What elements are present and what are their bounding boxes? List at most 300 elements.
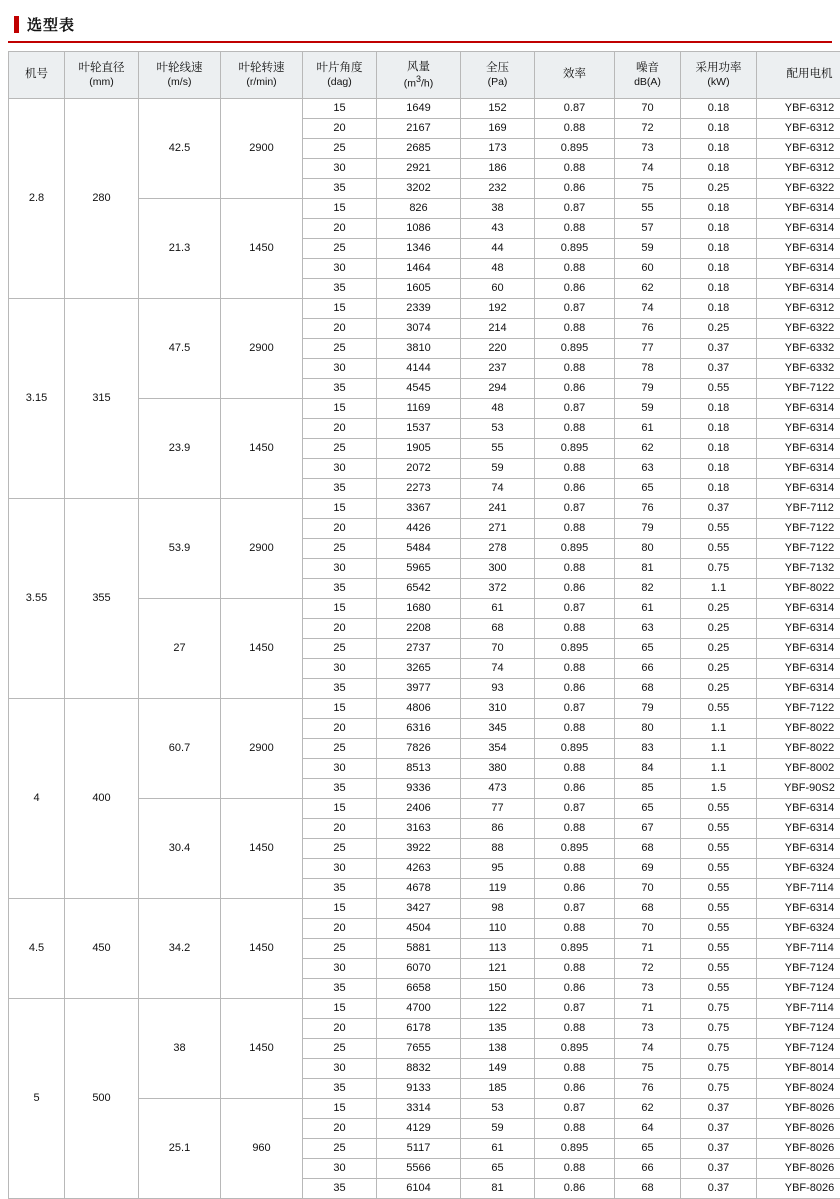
cell-blade-angle: 20 — [303, 219, 377, 239]
table-row — [9, 499, 840, 519]
cell-noise: 62 — [615, 439, 681, 459]
cell-motor-model: YBF-8022 — [757, 719, 840, 739]
cell-efficiency: 0.87 — [535, 299, 615, 319]
cell-motor-model: YBF-6314 — [757, 799, 840, 819]
cell-efficiency: 0.86 — [535, 179, 615, 199]
cell-air-flow: 5484 — [377, 539, 461, 559]
cell-noise: 68 — [615, 899, 681, 919]
cell-noise: 74 — [615, 159, 681, 179]
cell-motor-model: YBF-6312 — [757, 119, 840, 139]
cell-air-flow: 3810 — [377, 339, 461, 359]
cell-noise: 66 — [615, 1159, 681, 1179]
cell-motor-model: YBF-6314 — [757, 399, 840, 419]
cell-blade-angle: 20 — [303, 719, 377, 739]
cell-efficiency: 0.88 — [535, 559, 615, 579]
cell-air-flow: 6178 — [377, 1019, 461, 1039]
cell-noise: 72 — [615, 119, 681, 139]
cell-blade-angle: 35 — [303, 479, 377, 499]
cell-total-pressure: 294 — [461, 379, 535, 399]
cell-impeller-rpm: 2900 — [221, 699, 303, 799]
cell-noise: 82 — [615, 579, 681, 599]
column-header-10 — [681, 52, 757, 99]
cell-blade-angle: 15 — [303, 699, 377, 719]
cell-noise: 68 — [615, 839, 681, 859]
cell-motor-model: YBF-6314 — [757, 599, 840, 619]
cell-noise: 63 — [615, 619, 681, 639]
cell-blade-angle: 25 — [303, 1039, 377, 1059]
cell-efficiency: 0.88 — [535, 519, 615, 539]
column-header-label: 叶轮线速 — [157, 62, 203, 74]
cell-motor-model: YBF-6314 — [757, 679, 840, 699]
cell-total-pressure: 135 — [461, 1019, 535, 1039]
cell-total-pressure: 271 — [461, 519, 535, 539]
cell-air-flow: 3163 — [377, 819, 461, 839]
cell-blade-angle: 20 — [303, 319, 377, 339]
cell-air-flow: 2921 — [377, 159, 461, 179]
cell-impeller-diameter: 280 — [65, 99, 139, 299]
cell-noise: 61 — [615, 419, 681, 439]
cell-motor-model: YBF-6314 — [757, 419, 840, 439]
cell-noise: 83 — [615, 739, 681, 759]
cell-noise: 66 — [615, 659, 681, 679]
cell-noise: 76 — [615, 499, 681, 519]
cell-blade-angle: 30 — [303, 459, 377, 479]
cell-noise: 65 — [615, 799, 681, 819]
cell-efficiency: 0.88 — [535, 1119, 615, 1139]
cell-total-pressure: 43 — [461, 219, 535, 239]
cell-motor-model: YBF-6324 — [757, 919, 840, 939]
cell-efficiency: 0.86 — [535, 779, 615, 799]
page-title-bar — [8, 10, 832, 43]
cell-motor-model: YBF-7122 — [757, 379, 840, 399]
cell-efficiency: 0.895 — [535, 239, 615, 259]
cell-power: 0.18 — [681, 459, 757, 479]
cell-blade-angle: 20 — [303, 1019, 377, 1039]
column-header-label: 叶片角度 — [317, 62, 363, 74]
cell-efficiency: 0.88 — [535, 359, 615, 379]
cell-total-pressure: 68 — [461, 619, 535, 639]
cell-efficiency: 0.88 — [535, 819, 615, 839]
cell-air-flow: 3074 — [377, 319, 461, 339]
cell-noise: 71 — [615, 999, 681, 1019]
cell-noise: 73 — [615, 979, 681, 999]
cell-air-flow: 4263 — [377, 859, 461, 879]
cell-noise: 63 — [615, 459, 681, 479]
cell-motor-model: YBF-6314 — [757, 479, 840, 499]
cell-noise: 79 — [615, 379, 681, 399]
cell-total-pressure: 59 — [461, 459, 535, 479]
cell-noise: 70 — [615, 879, 681, 899]
cell-impeller-rpm: 1450 — [221, 599, 303, 699]
cell-blade-angle: 25 — [303, 539, 377, 559]
cell-noise: 78 — [615, 359, 681, 379]
table-row — [9, 999, 840, 1019]
cell-motor-model: YBF-8022 — [757, 579, 840, 599]
cell-power: 0.55 — [681, 379, 757, 399]
cell-air-flow: 4426 — [377, 519, 461, 539]
cell-efficiency: 0.88 — [535, 659, 615, 679]
cell-motor-model: YBF-8026 — [757, 1159, 840, 1179]
column-header-label: 风量 — [407, 61, 430, 73]
cell-efficiency: 0.88 — [535, 619, 615, 639]
cell-impeller-rpm: 960 — [221, 1099, 303, 1199]
cell-motor-model: YBF-8026 — [757, 1139, 840, 1159]
cell-air-flow: 1905 — [377, 439, 461, 459]
cell-air-flow: 2339 — [377, 299, 461, 319]
column-header-label: 效率 — [563, 68, 586, 80]
column-header-unit: (mm) — [66, 76, 137, 88]
cell-efficiency: 0.87 — [535, 499, 615, 519]
cell-noise: 85 — [615, 779, 681, 799]
cell-motor-model: YBF-7112 — [757, 499, 840, 519]
cell-power: 0.18 — [681, 419, 757, 439]
cell-blade-angle: 35 — [303, 779, 377, 799]
cell-power: 1.5 — [681, 779, 757, 799]
cell-noise: 65 — [615, 1139, 681, 1159]
cell-air-flow: 7655 — [377, 1039, 461, 1059]
cell-motor-model: YBF-6312 — [757, 139, 840, 159]
cell-air-flow: 4504 — [377, 919, 461, 939]
cell-power: 0.37 — [681, 339, 757, 359]
cell-air-flow: 2273 — [377, 479, 461, 499]
column-header-label: 机号 — [25, 68, 48, 80]
cell-efficiency: 0.895 — [535, 339, 615, 359]
cell-total-pressure: 185 — [461, 1079, 535, 1099]
cell-total-pressure: 173 — [461, 139, 535, 159]
cell-air-flow: 3427 — [377, 899, 461, 919]
cell-impeller-rpm: 2900 — [221, 99, 303, 199]
cell-efficiency: 0.86 — [535, 1079, 615, 1099]
table-header-row — [9, 52, 840, 99]
cell-power: 0.37 — [681, 1179, 757, 1199]
cell-total-pressure: 95 — [461, 859, 535, 879]
cell-impeller-speed: 38 — [139, 999, 221, 1099]
column-header-unit: (m/s) — [140, 76, 219, 88]
cell-air-flow: 4700 — [377, 999, 461, 1019]
cell-total-pressure: 372 — [461, 579, 535, 599]
cell-air-flow: 4678 — [377, 879, 461, 899]
cell-air-flow: 1086 — [377, 219, 461, 239]
cell-blade-angle: 20 — [303, 119, 377, 139]
cell-total-pressure: 48 — [461, 259, 535, 279]
cell-efficiency: 0.87 — [535, 1099, 615, 1119]
column-header-3 — [139, 52, 221, 99]
column-header-5 — [303, 52, 377, 99]
cell-power: 0.18 — [681, 439, 757, 459]
cell-noise: 59 — [615, 239, 681, 259]
cell-noise: 65 — [615, 639, 681, 659]
cell-motor-model: YBF-7124 — [757, 1019, 840, 1039]
cell-efficiency: 0.87 — [535, 599, 615, 619]
cell-total-pressure: 237 — [461, 359, 535, 379]
cell-impeller-speed: 53.9 — [139, 499, 221, 599]
cell-air-flow: 4129 — [377, 1119, 461, 1139]
cell-efficiency: 0.88 — [535, 1159, 615, 1179]
cell-air-flow: 3367 — [377, 499, 461, 519]
cell-blade-angle: 35 — [303, 379, 377, 399]
cell-power: 0.25 — [681, 179, 757, 199]
cell-air-flow: 1537 — [377, 419, 461, 439]
cell-power: 1.1 — [681, 739, 757, 759]
cell-motor-model: YBF-7114 — [757, 939, 840, 959]
cell-noise: 74 — [615, 1039, 681, 1059]
cell-total-pressure: 88 — [461, 839, 535, 859]
cell-model-no: 4.5 — [9, 899, 65, 999]
cell-total-pressure: 59 — [461, 1119, 535, 1139]
cell-noise: 74 — [615, 299, 681, 319]
column-header-label: 采用功率 — [696, 62, 742, 74]
cell-air-flow: 1605 — [377, 279, 461, 299]
cell-noise: 70 — [615, 919, 681, 939]
cell-motor-model: YBF-90S2 — [757, 779, 840, 799]
cell-total-pressure: 473 — [461, 779, 535, 799]
cell-air-flow: 7826 — [377, 739, 461, 759]
cell-power: 0.55 — [681, 979, 757, 999]
cell-total-pressure: 65 — [461, 1159, 535, 1179]
cell-motor-model: YBF-7124 — [757, 959, 840, 979]
cell-blade-angle: 25 — [303, 839, 377, 859]
cell-motor-model: YBF-6314 — [757, 619, 840, 639]
column-header-unit: (m3/h) — [378, 74, 459, 90]
cell-power: 0.37 — [681, 1099, 757, 1119]
cell-power: 0.18 — [681, 279, 757, 299]
cell-motor-model: YBF-6312 — [757, 299, 840, 319]
cell-power: 0.55 — [681, 879, 757, 899]
cell-total-pressure: 121 — [461, 959, 535, 979]
cell-power: 0.75 — [681, 999, 757, 1019]
column-header-11 — [757, 52, 840, 99]
cell-power: 0.75 — [681, 1059, 757, 1079]
cell-noise: 71 — [615, 939, 681, 959]
cell-total-pressure: 220 — [461, 339, 535, 359]
cell-efficiency: 0.86 — [535, 279, 615, 299]
cell-air-flow: 2208 — [377, 619, 461, 639]
cell-impeller-diameter: 500 — [65, 999, 139, 1199]
cell-efficiency: 0.87 — [535, 699, 615, 719]
cell-noise: 76 — [615, 319, 681, 339]
cell-air-flow: 2072 — [377, 459, 461, 479]
cell-blade-angle: 25 — [303, 439, 377, 459]
cell-power: 0.55 — [681, 819, 757, 839]
cell-efficiency: 0.88 — [535, 419, 615, 439]
cell-power: 0.75 — [681, 559, 757, 579]
cell-efficiency: 0.87 — [535, 799, 615, 819]
cell-power: 0.18 — [681, 119, 757, 139]
cell-air-flow: 1346 — [377, 239, 461, 259]
cell-efficiency: 0.895 — [535, 639, 615, 659]
cell-noise: 75 — [615, 1059, 681, 1079]
column-header-7 — [461, 52, 535, 99]
cell-efficiency: 0.86 — [535, 479, 615, 499]
cell-blade-angle: 35 — [303, 179, 377, 199]
cell-motor-model: YBF-6314 — [757, 199, 840, 219]
cell-noise: 67 — [615, 819, 681, 839]
cell-noise: 70 — [615, 99, 681, 119]
cell-blade-angle: 20 — [303, 519, 377, 539]
cell-impeller-speed: 60.7 — [139, 699, 221, 799]
cell-motor-model: YBF-6314 — [757, 219, 840, 239]
cell-blade-angle: 30 — [303, 259, 377, 279]
cell-efficiency: 0.895 — [535, 839, 615, 859]
cell-total-pressure: 55 — [461, 439, 535, 459]
cell-total-pressure: 169 — [461, 119, 535, 139]
cell-total-pressure: 110 — [461, 919, 535, 939]
cell-impeller-rpm: 2900 — [221, 499, 303, 599]
cell-air-flow: 4144 — [377, 359, 461, 379]
table-row — [9, 699, 840, 719]
cell-motor-model: YBF-6314 — [757, 839, 840, 859]
cell-noise: 73 — [615, 139, 681, 159]
table-body — [9, 99, 840, 1199]
cell-motor-model: YBF-7122 — [757, 519, 840, 539]
cell-efficiency: 0.895 — [535, 1039, 615, 1059]
cell-total-pressure: 152 — [461, 99, 535, 119]
cell-motor-model: YBF-6314 — [757, 279, 840, 299]
table-row — [9, 299, 840, 319]
cell-impeller-diameter: 355 — [65, 499, 139, 699]
cell-motor-model: YBF-8026 — [757, 1099, 840, 1119]
cell-power: 0.55 — [681, 939, 757, 959]
cell-blade-angle: 25 — [303, 239, 377, 259]
cell-efficiency: 0.895 — [535, 939, 615, 959]
cell-air-flow: 4806 — [377, 699, 461, 719]
cell-efficiency: 0.88 — [535, 919, 615, 939]
cell-impeller-speed: 23.9 — [139, 399, 221, 499]
column-header-4 — [221, 52, 303, 99]
cell-motor-model: YBF-6314 — [757, 659, 840, 679]
cell-noise: 69 — [615, 859, 681, 879]
cell-total-pressure: 98 — [461, 899, 535, 919]
cell-power: 1.1 — [681, 719, 757, 739]
cell-power: 0.18 — [681, 479, 757, 499]
cell-blade-angle: 30 — [303, 959, 377, 979]
cell-efficiency: 0.88 — [535, 319, 615, 339]
cell-air-flow: 2406 — [377, 799, 461, 819]
cell-power: 0.18 — [681, 299, 757, 319]
cell-total-pressure: 122 — [461, 999, 535, 1019]
cell-noise: 80 — [615, 539, 681, 559]
cell-efficiency: 0.86 — [535, 1179, 615, 1199]
cell-power: 1.1 — [681, 759, 757, 779]
cell-air-flow: 5965 — [377, 559, 461, 579]
cell-noise: 79 — [615, 519, 681, 539]
cell-blade-angle: 20 — [303, 419, 377, 439]
cell-efficiency: 0.895 — [535, 139, 615, 159]
cell-noise: 62 — [615, 279, 681, 299]
cell-blade-angle: 20 — [303, 1119, 377, 1139]
cell-power: 0.75 — [681, 1079, 757, 1099]
cell-power: 0.37 — [681, 1139, 757, 1159]
cell-motor-model: YBF-6314 — [757, 439, 840, 459]
cell-blade-angle: 15 — [303, 299, 377, 319]
cell-power: 1.1 — [681, 579, 757, 599]
cell-impeller-rpm: 1450 — [221, 899, 303, 999]
cell-efficiency: 0.87 — [535, 899, 615, 919]
cell-power: 0.75 — [681, 1019, 757, 1039]
table-row — [9, 899, 840, 919]
cell-total-pressure: 86 — [461, 819, 535, 839]
cell-motor-model: YBF-7132 — [757, 559, 840, 579]
cell-total-pressure: 77 — [461, 799, 535, 819]
cell-power: 0.37 — [681, 359, 757, 379]
cell-blade-angle: 35 — [303, 679, 377, 699]
cell-air-flow: 8513 — [377, 759, 461, 779]
cell-motor-model: YBF-7122 — [757, 699, 840, 719]
cell-blade-angle: 20 — [303, 919, 377, 939]
cell-impeller-speed: 21.3 — [139, 199, 221, 299]
cell-noise: 79 — [615, 699, 681, 719]
cell-blade-angle: 25 — [303, 739, 377, 759]
cell-impeller-rpm: 1450 — [221, 999, 303, 1099]
cell-blade-angle: 30 — [303, 659, 377, 679]
cell-impeller-speed: 30.4 — [139, 799, 221, 899]
cell-total-pressure: 138 — [461, 1039, 535, 1059]
cell-air-flow: 3977 — [377, 679, 461, 699]
cell-efficiency: 0.88 — [535, 759, 615, 779]
cell-power: 0.18 — [681, 219, 757, 239]
cell-blade-angle: 30 — [303, 859, 377, 879]
cell-efficiency: 0.88 — [535, 119, 615, 139]
cell-total-pressure: 38 — [461, 199, 535, 219]
cell-model-no: 3.55 — [9, 499, 65, 699]
cell-air-flow: 5117 — [377, 1139, 461, 1159]
cell-blade-angle: 25 — [303, 139, 377, 159]
cell-efficiency: 0.88 — [535, 1059, 615, 1079]
cell-efficiency: 0.88 — [535, 859, 615, 879]
cell-efficiency: 0.88 — [535, 159, 615, 179]
cell-motor-model: YBF-6312 — [757, 99, 840, 119]
cell-noise: 76 — [615, 1079, 681, 1099]
cell-motor-model: YBF-6314 — [757, 239, 840, 259]
cell-noise: 68 — [615, 1179, 681, 1199]
cell-impeller-rpm: 1450 — [221, 199, 303, 299]
cell-motor-model: YBF-6312 — [757, 159, 840, 179]
cell-power: 0.55 — [681, 919, 757, 939]
cell-blade-angle: 20 — [303, 619, 377, 639]
cell-total-pressure: 74 — [461, 659, 535, 679]
cell-blade-angle: 30 — [303, 1159, 377, 1179]
cell-blade-angle: 15 — [303, 399, 377, 419]
cell-blade-angle: 15 — [303, 799, 377, 819]
cell-power: 0.55 — [681, 859, 757, 879]
column-header-unit: (Pa) — [462, 76, 533, 88]
cell-impeller-rpm: 1450 — [221, 799, 303, 899]
cell-total-pressure: 300 — [461, 559, 535, 579]
cell-power: 0.18 — [681, 139, 757, 159]
cell-blade-angle: 15 — [303, 199, 377, 219]
cell-power: 0.18 — [681, 399, 757, 419]
cell-efficiency: 0.87 — [535, 199, 615, 219]
cell-total-pressure: 119 — [461, 879, 535, 899]
cell-power: 0.25 — [681, 319, 757, 339]
cell-motor-model: YBF-6314 — [757, 819, 840, 839]
cell-motor-model: YBF-8014 — [757, 1059, 840, 1079]
cell-blade-angle: 15 — [303, 599, 377, 619]
cell-total-pressure: 61 — [461, 1139, 535, 1159]
column-header-unit: (dag) — [304, 76, 375, 88]
cell-efficiency: 0.87 — [535, 999, 615, 1019]
table-header — [9, 52, 840, 99]
column-header-unit: (kW) — [682, 76, 755, 88]
cell-efficiency: 0.88 — [535, 219, 615, 239]
cell-air-flow: 6658 — [377, 979, 461, 999]
cell-power: 0.25 — [681, 659, 757, 679]
cell-noise: 57 — [615, 219, 681, 239]
cell-model-no: 5 — [9, 999, 65, 1199]
cell-blade-angle: 30 — [303, 159, 377, 179]
cell-air-flow: 6104 — [377, 1179, 461, 1199]
cell-total-pressure: 310 — [461, 699, 535, 719]
